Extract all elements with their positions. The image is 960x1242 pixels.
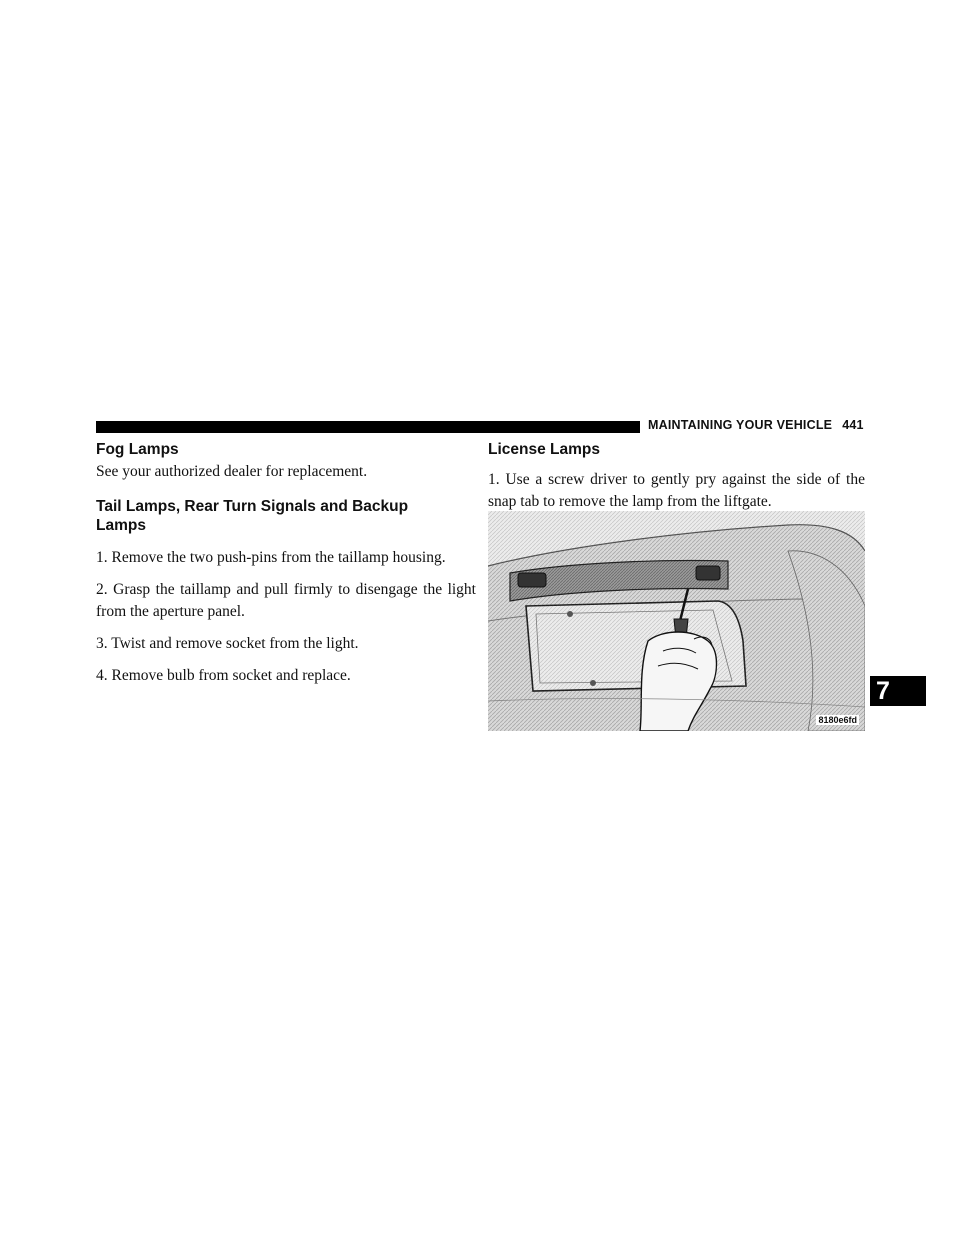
step-3: 3. Twist and remove socket from the light. <box>96 635 359 652</box>
header-rule <box>96 421 640 433</box>
license-lamps-heading: License Lamps <box>488 441 600 458</box>
figure-code: 8180e6fd <box>818 715 857 725</box>
tail-lamps-heading <box>96 497 476 535</box>
step-1: 1. Remove the two push-pins from the taillamp housing. <box>96 549 446 566</box>
license-step-1: 1. Use a screw driver to gently pry against the side of the snap tab to remove the lamp from the liftgate. <box>488 471 865 510</box>
page-number: 441 <box>842 418 864 432</box>
section-title: MAINTAINING YOUR VEHICLE <box>648 418 833 432</box>
chapter-number: 7 <box>876 677 890 705</box>
tail-lamps-heading-line1: Tail Lamps, Rear Turn Signals and Backup <box>96 498 409 515</box>
step-4: 4. Remove bulb from socket and replace. <box>96 667 351 684</box>
running-header <box>648 418 864 432</box>
fog-lamps-heading: Fog Lamps <box>96 441 179 458</box>
fog-lamps-text: See your authorized dealer for replacement. <box>96 463 368 480</box>
step-2: 2. Grasp the taillamp and pull firmly to disengage the light from the aperture panel. <box>96 581 476 620</box>
license-lamp-illustration <box>488 511 865 731</box>
tail-lamps-heading-line2: Lamps <box>96 517 146 534</box>
right-column <box>488 440 865 513</box>
left-column <box>96 440 476 687</box>
